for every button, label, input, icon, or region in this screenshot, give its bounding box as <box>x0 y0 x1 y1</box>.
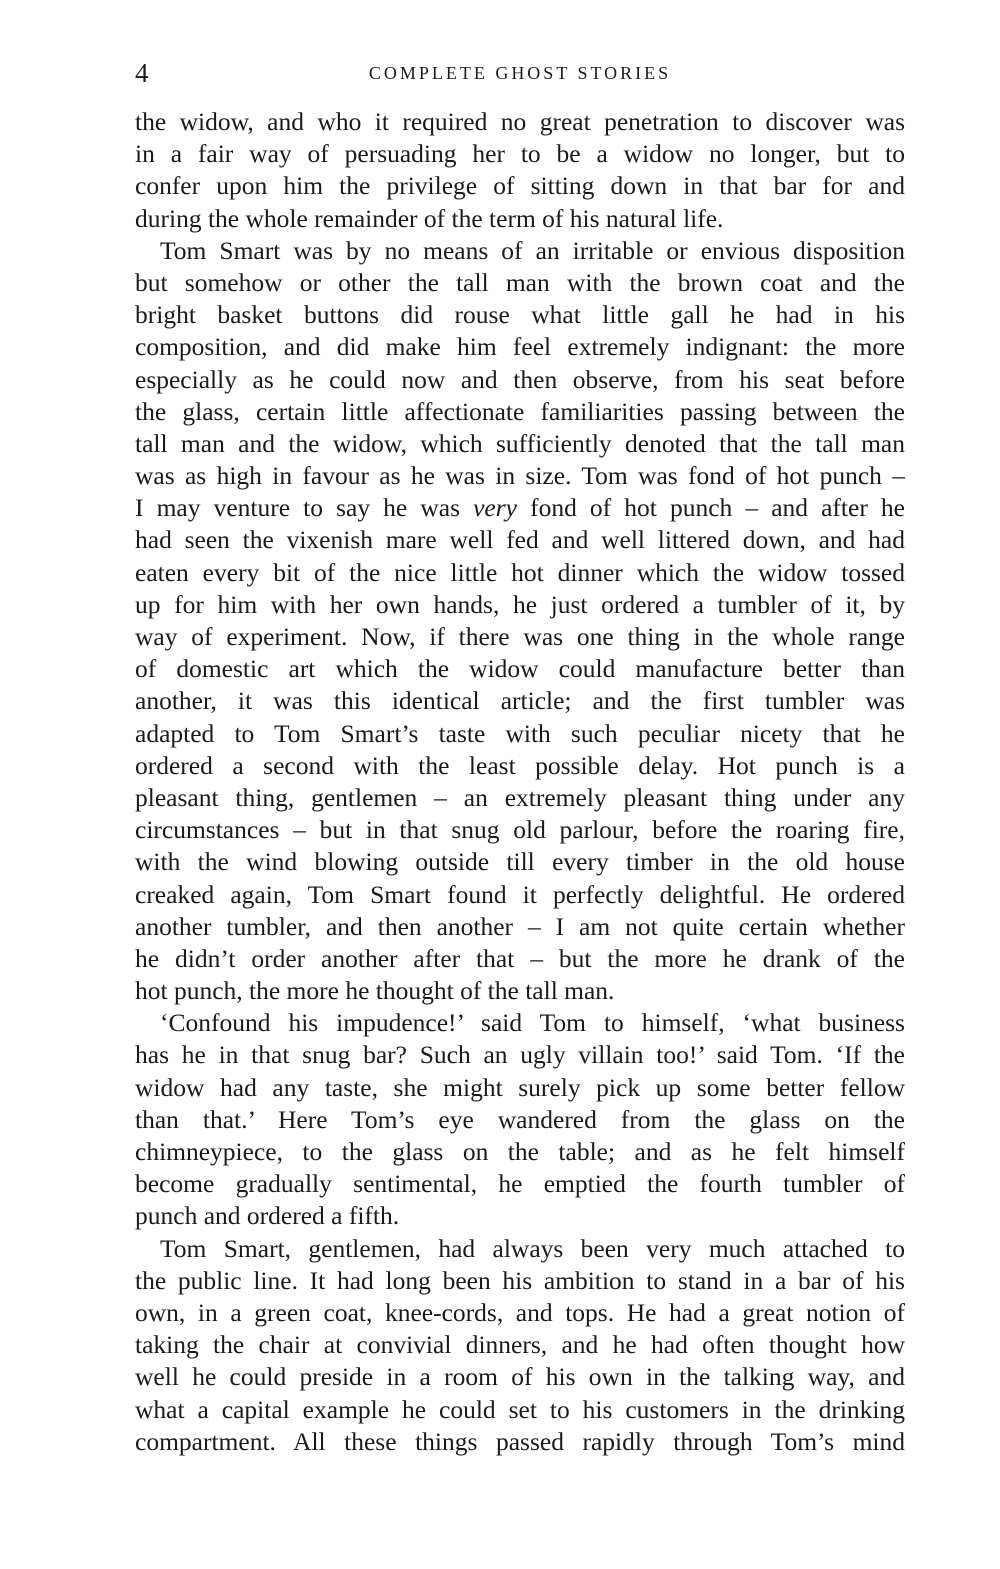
text-line <box>135 331 905 363</box>
line-text: tall man and the widow, which sufficiently denoted that the tall man <box>135 428 905 458</box>
text-line <box>135 911 905 943</box>
line-text: confer upon him the privilege of sitting down in that bar for and <box>135 171 905 201</box>
text-line <box>135 1426 905 1458</box>
text-line <box>135 396 905 428</box>
body-text <box>135 106 905 1458</box>
text-line <box>135 557 905 589</box>
text-line <box>135 814 905 846</box>
text-line <box>135 267 905 299</box>
line-text: had seen the vixenish mare well fed and well littered down, and had <box>135 525 905 555</box>
line-text: but somehow or other the tall man with the brown coat and the <box>135 267 905 297</box>
line-text: ordered a second with the least possible delay. Hot punch is a <box>135 750 905 780</box>
text-line <box>135 299 905 331</box>
text-line <box>135 203 905 235</box>
text-line <box>135 943 905 975</box>
line-text: way of experiment. Now, if there was one thing in the whole range <box>135 622 905 651</box>
line-text: he didn’t order another after that – but the more he drank of the <box>135 943 905 973</box>
text-line <box>135 1233 905 1265</box>
line-text: the widow, and who it required no great penetration to discover was <box>135 107 905 136</box>
text-line <box>135 1104 905 1136</box>
line-text: punch and ordered a fifth. <box>135 1201 400 1231</box>
text-line <box>135 653 905 685</box>
line-text: Tom Smart was by no means of an irritable or envious disposition <box>160 235 905 265</box>
line-text: well he could preside in a room of his own in the talking way, and <box>135 1362 905 1392</box>
page-number: 4 <box>135 58 149 88</box>
text-line <box>135 138 905 170</box>
line-text: widow had any taste, she might surely pick up some better fellow <box>135 1072 905 1102</box>
line-text: fond of hot punch – and after he <box>516 493 905 523</box>
line-text: with the wind blowing outside till every timber in the old house <box>135 847 905 877</box>
text-line <box>135 428 905 460</box>
running-head: COMPLETE GHOST STORIES <box>368 63 672 83</box>
text-line <box>135 879 905 911</box>
text-line <box>135 364 905 396</box>
line-text: eaten every bit of the nice little hot dinner which the widow tossed <box>135 557 905 587</box>
line-text: ‘Confound his impudence!’ said Tom to himself, ‘what business <box>160 1008 905 1038</box>
line-text: the glass, certain little affectionate familiarities passing between the <box>135 396 905 426</box>
line-text: hot punch, the more he thought of the tall man. <box>135 976 615 1006</box>
text-line <box>135 235 905 267</box>
line-text: I may venture to say he was <box>135 493 474 523</box>
line-text: than that.’ Here Tom’s eye wandered from the glass on the <box>135 1104 905 1134</box>
line-text: bright basket buttons did rouse what little gall he had in his <box>135 300 905 330</box>
text-line <box>135 1265 905 1297</box>
text-line <box>135 1136 905 1168</box>
text-line <box>135 1168 905 1200</box>
text-line <box>135 1297 905 1329</box>
text-line <box>135 685 905 717</box>
line-text: especially as he could now and then observe, from his seat before <box>135 364 905 394</box>
text-line <box>135 750 905 782</box>
line-text: another tumbler, and then another – I am not quite certain whether <box>135 911 905 941</box>
text-line <box>135 782 905 814</box>
line-text: composition, and did make him feel extremely indignant: the more <box>135 332 905 362</box>
text-line <box>135 1361 905 1393</box>
text-line <box>135 589 905 621</box>
line-text: become gradually sentimental, he emptied the fourth tumbler of <box>135 1169 905 1199</box>
text-line <box>135 524 905 556</box>
line-text: up for him with her own hands, he just ordered a tumbler of it, by <box>135 589 905 619</box>
line-text: has he in that snug bar? Such an ugly villain too!’ said Tom. ‘If the <box>135 1040 905 1070</box>
text-line <box>135 1039 905 1071</box>
text-line <box>135 1329 905 1361</box>
line-text: another, it was this identical article; and the first tumbler was <box>135 686 905 716</box>
text-line <box>135 1007 905 1039</box>
text-line <box>135 1072 905 1104</box>
line-text: adapted to Tom Smart’s taste with such peculiar nicety that he <box>135 718 905 748</box>
line-text: what a capital example he could set to his customers in the drinking <box>135 1394 905 1424</box>
text-line <box>135 1394 905 1426</box>
line-text: in a fair way of persuading her to be a widow no longer, but to <box>135 139 905 169</box>
line-text: creaked again, Tom Smart found it perfectly delightful. He ordered <box>135 879 905 909</box>
line-text: taking the chair at convivial dinners, and he had often thought how <box>135 1330 905 1360</box>
text-line <box>135 170 905 202</box>
line-text: was as high in favour as he was in size. Tom was fond of hot punch – <box>135 461 905 491</box>
line-text: own, in a green coat, knee-cords, and tops. He had a great notion of <box>135 1297 905 1327</box>
line-text: during the whole remainder of the term of his natural life. <box>135 203 724 233</box>
text-line <box>135 492 905 524</box>
text-line <box>135 106 905 138</box>
line-text: pleasant thing, gentlemen – an extremely pleasant thing under any <box>135 782 905 812</box>
text-line <box>135 718 905 750</box>
text-line <box>135 460 905 492</box>
page-header <box>135 56 905 90</box>
text-line <box>135 621 905 653</box>
text-line <box>135 975 905 1007</box>
text-line <box>135 1200 905 1232</box>
line-text: Tom Smart, gentlemen, had always been very much attached to <box>160 1233 905 1263</box>
line-text: the public line. It had long been his ambition to stand in a bar of his <box>135 1265 905 1295</box>
line-text: of domestic art which the widow could manufacture better than <box>135 654 905 684</box>
text-line <box>135 846 905 878</box>
line-text: compartment. All these things passed rapidly through Tom’s mind <box>135 1426 905 1456</box>
italic-emphasis: very <box>473 493 517 523</box>
line-text: circumstances – but in that snug old parlour, before the roaring fire, <box>135 815 905 845</box>
line-text: chimneypiece, to the glass on the table; and as he felt himself <box>135 1137 905 1166</box>
